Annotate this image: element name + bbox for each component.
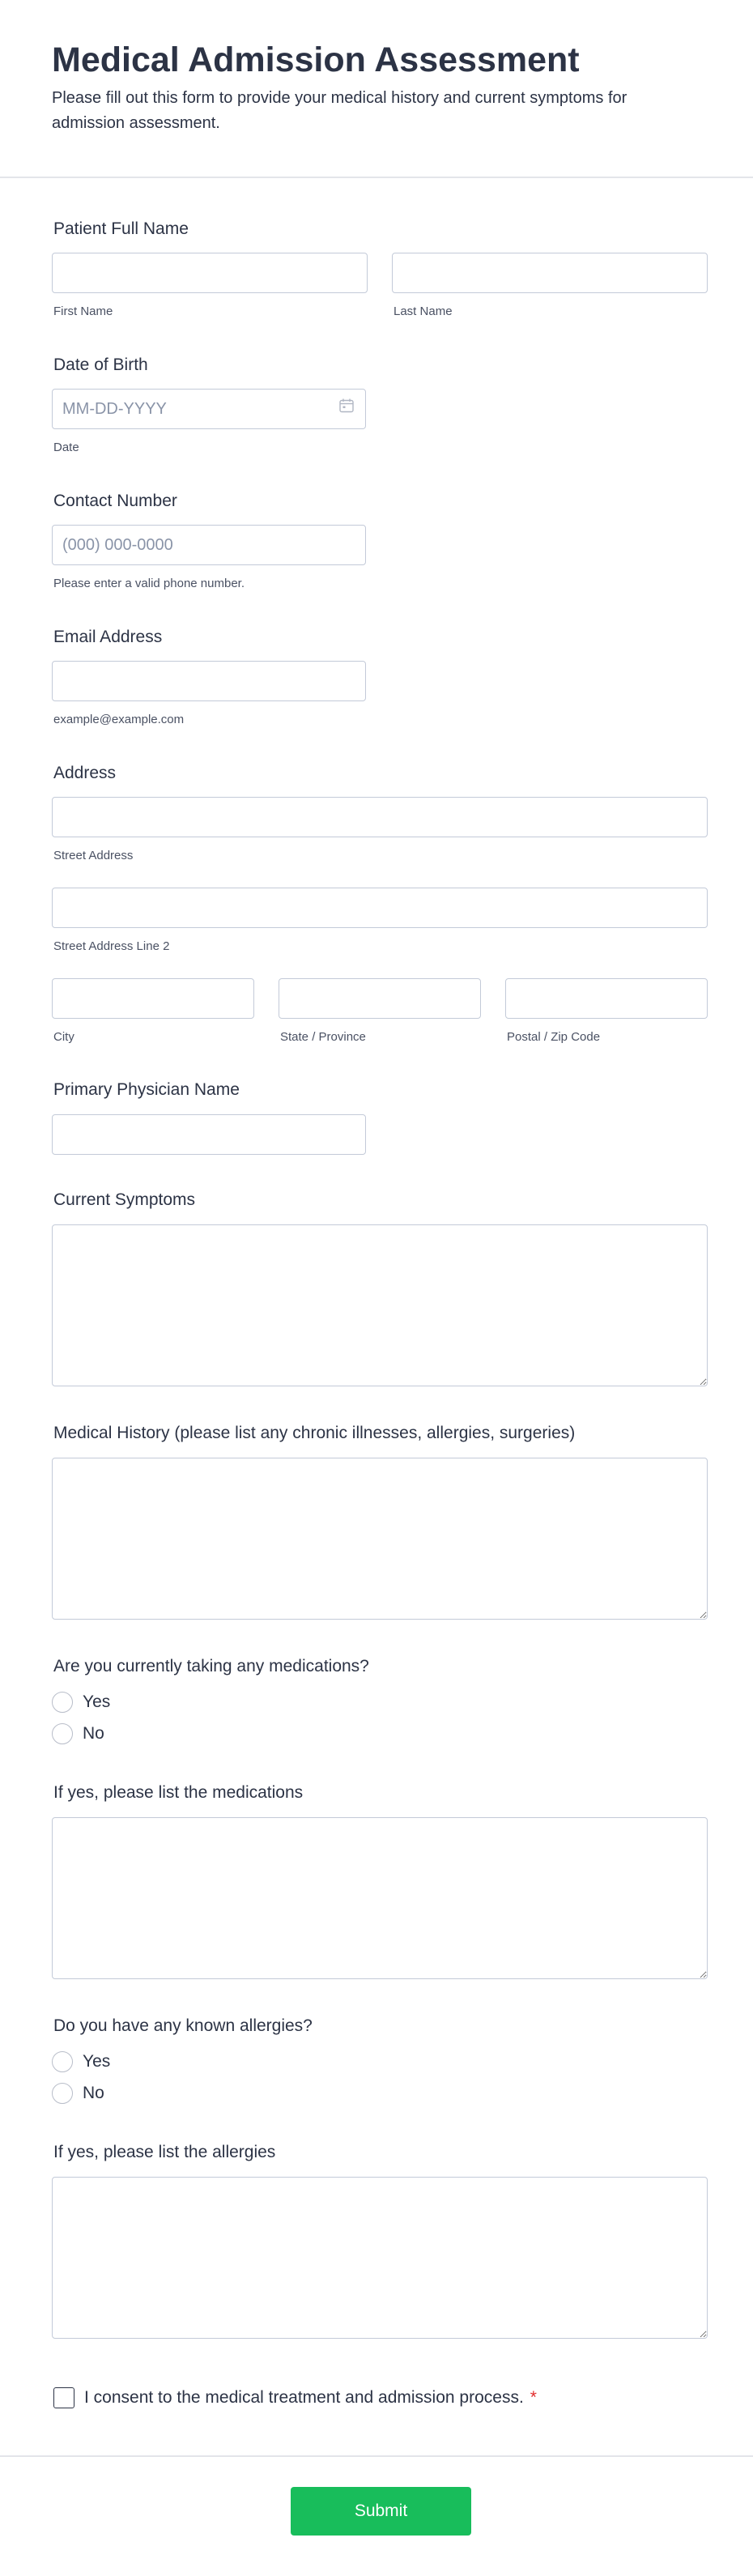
allergies-textarea[interactable] [52, 2177, 708, 2339]
contact-label: Contact Number [53, 492, 177, 510]
medications-yes-label: Yes [83, 1692, 111, 1711]
patient-name-label: Patient Full Name [53, 219, 189, 238]
phone-sublabel: Please enter a valid phone number. [53, 577, 245, 590]
email-sublabel: example@example.com [53, 713, 185, 726]
physician-label: Primary Physician Name [53, 1080, 240, 1099]
history-label: Medical History (please list any chronic illnesses, allergies, surgeries) [53, 1424, 576, 1442]
medications-yes-radio[interactable] [52, 1692, 73, 1713]
footer-divider [0, 2455, 753, 2457]
medications-list-label: If yes, please list the medications [53, 1783, 304, 1802]
city-sublabel: City [53, 1030, 74, 1044]
allergies-list-label: If yes, please list the allergies [53, 2143, 276, 2161]
calendar-icon[interactable] [338, 398, 355, 414]
dob-label: Date of Birth [53, 356, 148, 374]
form-subtitle: Please fill out this form to provide your medical history and current symptoms for admission assessment. [52, 89, 628, 132]
street-address-input[interactable] [52, 797, 708, 837]
zip-sublabel: Postal / Zip Code [507, 1030, 601, 1044]
form-header [0, 0, 753, 178]
submit-button[interactable]: Submit [291, 2487, 471, 2536]
symptoms-label: Current Symptoms [53, 1190, 196, 1209]
zip-input[interactable] [505, 978, 708, 1019]
state-input[interactable] [279, 978, 481, 1019]
last-name-input[interactable] [392, 253, 708, 293]
medications-no-label: No [83, 1724, 104, 1743]
consent-row[interactable] [53, 2387, 537, 2408]
address-label: Address [53, 764, 117, 782]
city-input[interactable] [52, 978, 254, 1019]
state-sublabel: State / Province [280, 1030, 366, 1044]
medications-no-radio[interactable] [52, 1723, 73, 1744]
medications-yes-option[interactable] [52, 1691, 110, 1714]
form-title: Medical Admission Assessment [52, 40, 580, 79]
medications-textarea[interactable] [52, 1817, 708, 1979]
medications-question-label: Are you currently taking any medications? [53, 1657, 369, 1675]
physician-input[interactable] [52, 1114, 366, 1155]
allergies-yes-option[interactable] [52, 2050, 110, 2073]
phone-input[interactable] [52, 525, 366, 565]
medications-no-option[interactable] [52, 1722, 104, 1745]
allergies-yes-radio[interactable] [52, 2051, 73, 2072]
allergies-no-option[interactable] [52, 2082, 104, 2105]
consent-checkbox[interactable] [53, 2387, 74, 2408]
symptoms-textarea[interactable] [52, 1224, 708, 1386]
consent-label: I consent to the medical treatment and admission process. [84, 2388, 524, 2407]
required-mark: * [530, 2388, 537, 2407]
history-textarea[interactable] [52, 1458, 708, 1620]
dob-sublabel: Date [53, 441, 79, 454]
allergies-question-label: Do you have any known allergies? [53, 2016, 313, 2035]
allergies-yes-label: Yes [83, 2052, 111, 2071]
street-address-line2-input[interactable] [52, 888, 708, 928]
street-address-sublabel: Street Address [53, 849, 134, 862]
first-name-input[interactable] [52, 253, 368, 293]
allergies-no-label: No [83, 2084, 104, 2102]
street-address-line2-sublabel: Street Address Line 2 [53, 939, 170, 953]
dob-input[interactable] [52, 389, 366, 429]
first-name-sublabel: First Name [53, 304, 113, 318]
allergies-no-radio[interactable] [52, 2083, 73, 2104]
email-input[interactable] [52, 661, 366, 701]
last-name-sublabel: Last Name [394, 304, 453, 318]
email-label: Email Address [53, 628, 163, 646]
